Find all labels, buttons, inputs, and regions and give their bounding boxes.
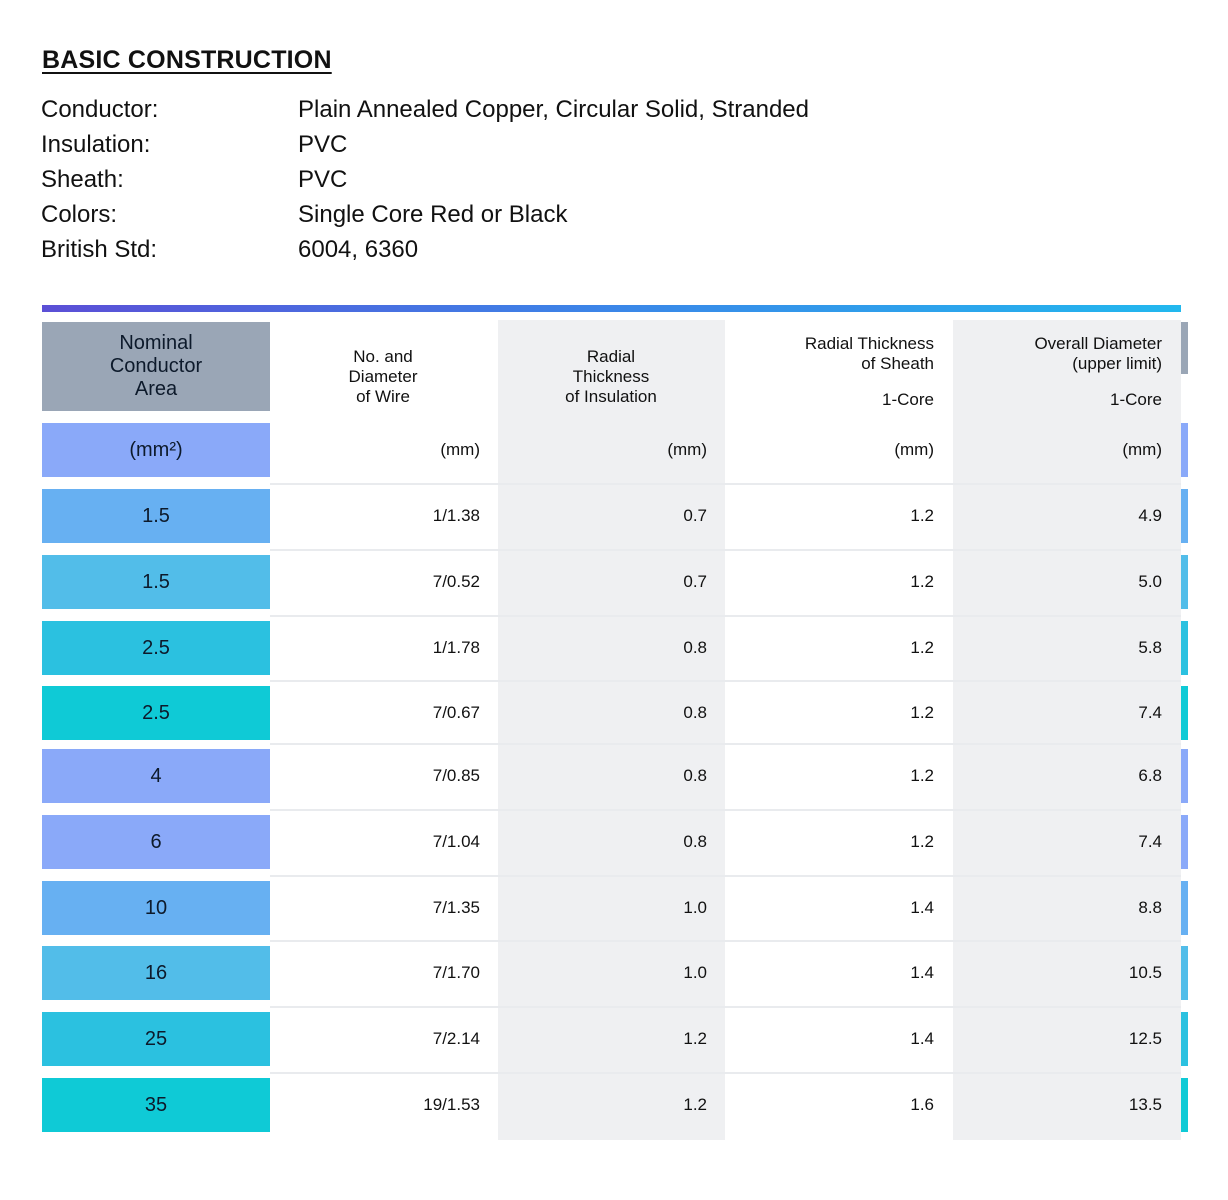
table-cell: 0.8 <box>683 703 707 722</box>
table-cell: 1.2 <box>910 572 934 591</box>
row-edge-strip <box>1181 881 1188 935</box>
table-cell: 5.8 <box>1138 638 1162 657</box>
row-edge-strip <box>1181 749 1188 803</box>
header-insulation-thickness: Radial Thickness of Insulation <box>565 347 657 406</box>
diameter-core-label: 1-Core <box>1110 390 1162 409</box>
unit-cell: (mm) <box>1122 440 1162 459</box>
cell-area: 25 <box>42 1012 270 1066</box>
row-edge-strip <box>1181 489 1188 543</box>
row-edge-strip <box>1181 423 1188 477</box>
table-cell: 0.8 <box>683 766 707 785</box>
row-edge-strip <box>1181 686 1188 740</box>
table-cell: 1/1.38 <box>432 506 480 525</box>
row-separator <box>270 1006 1181 1008</box>
table-cell: 7.4 <box>1138 832 1162 851</box>
row-edge-strip <box>1181 1012 1188 1066</box>
row-edge-strip <box>1181 555 1188 609</box>
table-cell: 1.4 <box>910 963 934 982</box>
table-cell: 5.0 <box>1138 572 1162 591</box>
row-separator <box>270 875 1181 877</box>
row-edge-strip <box>1181 815 1188 869</box>
unit-cell: (mm) <box>440 440 480 459</box>
table-cell: 6.8 <box>1138 766 1162 785</box>
table-cell: 1.6 <box>910 1095 934 1114</box>
cell-area: 6 <box>42 815 270 869</box>
table-cell: 1.4 <box>910 1029 934 1048</box>
spec-label: British Std: <box>41 236 158 263</box>
cell-area: 4 <box>42 749 270 803</box>
header-overall-diameter: Overall Diameter (upper limit) <box>1034 334 1162 373</box>
spec-value: Plain Annealed Copper, Circular Solid, Stranded <box>298 96 809 123</box>
spec-label: Sheath: <box>41 166 124 193</box>
row-separator <box>270 1072 1181 1074</box>
table-cell: 12.5 <box>1128 1029 1162 1048</box>
table-cell: 7/0.85 <box>432 766 480 785</box>
spec-value: PVC <box>298 166 348 193</box>
row-separator <box>270 940 1181 942</box>
table-cell: 0.7 <box>683 572 707 591</box>
table-cell: 19/1.53 <box>423 1095 480 1114</box>
spec-value: PVC <box>298 131 348 158</box>
header-nominal-area-label: Nominal Conductor Area <box>109 332 203 400</box>
table-cell: 1.0 <box>683 898 707 917</box>
cell-area: 16 <box>42 946 270 1000</box>
page-title: BASIC CONSTRUCTION <box>42 46 332 74</box>
header-wire-diameter: No. and Diameter of Wire <box>348 347 418 406</box>
row-separator <box>270 809 1181 811</box>
row-edge-strip <box>1181 946 1188 1000</box>
spec-value: 6004, 6360 <box>298 236 419 263</box>
spec-label: Conductor: <box>41 96 159 123</box>
table-cell: 7/1.70 <box>432 963 480 982</box>
table-cell: 1.2 <box>910 832 934 851</box>
table-cell: 1.2 <box>683 1095 707 1114</box>
sheath-core-label: 1-Core <box>882 390 934 409</box>
header-nominal-area <box>42 322 270 411</box>
table-cell: 1.2 <box>910 766 934 785</box>
row-edge-strip <box>1181 1078 1188 1132</box>
row-separator <box>270 549 1181 551</box>
table-cell: 0.7 <box>683 506 707 525</box>
table-cell: 10.5 <box>1128 963 1162 982</box>
cell-area: 2.5 <box>42 686 270 740</box>
unit-cell-area: (mm²) <box>42 423 270 477</box>
table-cell: 13.5 <box>1128 1095 1162 1114</box>
table-cell: 1.0 <box>683 963 707 982</box>
table-cell: 0.8 <box>683 638 707 657</box>
table-cell: 0.8 <box>683 832 707 851</box>
row-separator <box>270 743 1181 745</box>
table-cell: 7/1.04 <box>432 832 480 851</box>
header-sheath-thickness: Radial Thickness of Sheath <box>804 334 934 373</box>
unit-cell: (mm) <box>894 440 934 459</box>
cell-area: 1.5 <box>42 555 270 609</box>
table-cell: 1.4 <box>910 898 934 917</box>
gradient-divider <box>42 305 1181 312</box>
row-edge-strip <box>1181 621 1188 675</box>
spec-label: Colors: <box>41 201 118 228</box>
table-cell: 7/0.52 <box>432 572 480 591</box>
table-cell: 4.9 <box>1138 506 1162 525</box>
table-cell: 7/2.14 <box>432 1029 480 1048</box>
table-cell: 7/0.67 <box>432 703 480 722</box>
unit-cell: (mm) <box>667 440 707 459</box>
row-separator <box>270 680 1181 682</box>
table-cell: 8.8 <box>1138 898 1162 917</box>
table-cell: 1/1.78 <box>432 638 480 657</box>
table-cell: 1.2 <box>910 638 934 657</box>
table-cell: 1.2 <box>910 506 934 525</box>
cell-area: 1.5 <box>42 489 270 543</box>
table-cell: 7/1.35 <box>432 898 480 917</box>
cell-area: 2.5 <box>42 621 270 675</box>
table-cell: 1.2 <box>683 1029 707 1048</box>
table-cell: 1.2 <box>910 703 934 722</box>
row-separator <box>270 483 1181 485</box>
cell-area: 35 <box>42 1078 270 1132</box>
spec-value: Single Core Red or Black <box>298 201 568 228</box>
table-cell: 7.4 <box>1138 703 1162 722</box>
row-separator <box>270 615 1181 617</box>
spec-label: Insulation: <box>41 131 151 158</box>
cell-area: 10 <box>42 881 270 935</box>
header-edge-strip <box>1181 322 1188 374</box>
